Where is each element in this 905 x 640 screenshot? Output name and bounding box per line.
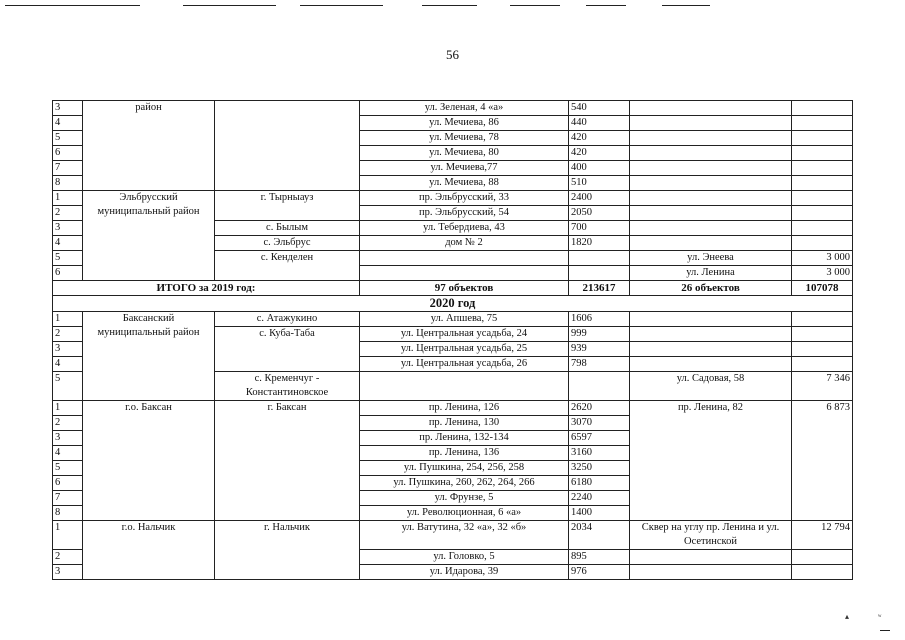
place-area-cell bbox=[792, 131, 853, 146]
place-cell: пр. Ленина, 82 bbox=[630, 401, 792, 521]
total-area: 213617 bbox=[569, 281, 630, 296]
place-cell bbox=[630, 131, 792, 146]
row-number: 5 bbox=[53, 131, 83, 146]
area-cell: 2620 bbox=[569, 401, 630, 416]
address-cell: ул. Фрунзе, 5 bbox=[360, 491, 569, 506]
place-cell bbox=[630, 327, 792, 342]
year-header-row bbox=[53, 296, 853, 312]
area-cell: 2400 bbox=[569, 191, 630, 206]
area-cell: 3250 bbox=[569, 461, 630, 476]
area-cell bbox=[569, 251, 630, 266]
settlement-cell bbox=[215, 101, 360, 191]
total-places-area: 107078 bbox=[792, 281, 853, 296]
row-number: 3 bbox=[53, 101, 83, 116]
place-area-cell bbox=[792, 146, 853, 161]
row-number: 3 bbox=[53, 221, 83, 236]
row-number: 4 bbox=[53, 116, 83, 131]
place-area-cell bbox=[792, 565, 853, 580]
place-area-cell bbox=[792, 550, 853, 565]
settlement-cell: г. Нальчик bbox=[215, 521, 360, 580]
row-number: 3 bbox=[53, 565, 83, 580]
address-cell: ул. Пушкина, 260, 262, 264, 266 bbox=[360, 476, 569, 491]
district-cell: г.о. Баксан bbox=[83, 401, 215, 521]
address-cell: ул. Идарова, 39 bbox=[360, 565, 569, 580]
place-area-cell bbox=[792, 327, 853, 342]
place-cell bbox=[630, 101, 792, 116]
objects-table bbox=[52, 100, 853, 580]
place-cell bbox=[630, 206, 792, 221]
row-number: 4 bbox=[53, 446, 83, 461]
table-row bbox=[53, 191, 853, 206]
address-cell: пр. Ленина, 130 bbox=[360, 416, 569, 431]
settlement-cell: г. Баксан bbox=[215, 401, 360, 521]
place-area-cell bbox=[792, 116, 853, 131]
row-number: 1 bbox=[53, 312, 83, 327]
header-rule bbox=[510, 5, 560, 6]
header-rule bbox=[662, 5, 710, 6]
place-cell bbox=[630, 550, 792, 565]
page-number: 56 bbox=[446, 47, 459, 62]
address-cell: ул. Центральная усадьба, 24 bbox=[360, 327, 569, 342]
district-cell: Баксанский муниципальный район bbox=[83, 312, 215, 401]
table-row bbox=[53, 101, 853, 116]
row-number: 2 bbox=[53, 206, 83, 221]
total-label: ИТОГО за 2019 год: bbox=[53, 281, 360, 296]
header-rule bbox=[586, 5, 626, 6]
table-row bbox=[53, 521, 853, 550]
row-number: 2 bbox=[53, 416, 83, 431]
settlement-cell: с. Эльбрус bbox=[215, 236, 360, 251]
scan-artifact: ▴ bbox=[845, 612, 850, 621]
total-places: 26 объектов bbox=[630, 281, 792, 296]
area-cell: 2240 bbox=[569, 491, 630, 506]
row-number: 4 bbox=[53, 357, 83, 372]
address-cell: ул. Мечиева, 78 bbox=[360, 131, 569, 146]
settlement-cell: с. Куба-Таба bbox=[215, 327, 360, 372]
row-number: 2 bbox=[53, 327, 83, 342]
row-number: 6 bbox=[53, 146, 83, 161]
place-area-cell bbox=[792, 342, 853, 357]
address-cell bbox=[360, 372, 569, 401]
area-cell: 2034 bbox=[569, 521, 630, 550]
area-cell: 420 bbox=[569, 146, 630, 161]
place-cell: ул. Энеева bbox=[630, 251, 792, 266]
address-cell: ул. Центральная усадьба, 25 bbox=[360, 342, 569, 357]
address-cell: ул. Тебердиева, 43 bbox=[360, 221, 569, 236]
address-cell: пр. Ленина, 126 bbox=[360, 401, 569, 416]
place-cell bbox=[630, 176, 792, 191]
row-number: 7 bbox=[53, 491, 83, 506]
place-area-cell: 12 794 bbox=[792, 521, 853, 550]
settlement-cell: г. Тырныауз bbox=[215, 191, 360, 221]
area-cell: 510 bbox=[569, 176, 630, 191]
address-cell: пр. Ленина, 136 bbox=[360, 446, 569, 461]
district-cell: г.о. Нальчик bbox=[83, 521, 215, 580]
address-cell: ул. Мечиева, 88 bbox=[360, 176, 569, 191]
row-number: 6 bbox=[53, 266, 83, 281]
place-area-cell: 6 873 bbox=[792, 401, 853, 521]
place-cell: ул. Садовая, 58 bbox=[630, 372, 792, 401]
area-cell: 1820 bbox=[569, 236, 630, 251]
place-area-cell bbox=[792, 357, 853, 372]
total-row bbox=[53, 281, 853, 296]
area-cell: 1606 bbox=[569, 312, 630, 327]
address-cell: ул. Центральная усадьба, 26 bbox=[360, 357, 569, 372]
row-number: 8 bbox=[53, 176, 83, 191]
place-cell bbox=[630, 357, 792, 372]
row-number: 1 bbox=[53, 401, 83, 416]
settlement-cell: с. Кременчуг - Константиновское bbox=[215, 372, 360, 401]
place-cell bbox=[630, 342, 792, 357]
area-cell: 6597 bbox=[569, 431, 630, 446]
area-cell: 6180 bbox=[569, 476, 630, 491]
place-cell bbox=[630, 191, 792, 206]
place-cell bbox=[630, 116, 792, 131]
place-area-cell bbox=[792, 206, 853, 221]
address-cell: ул. Апшева, 75 bbox=[360, 312, 569, 327]
place-cell bbox=[630, 236, 792, 251]
address-cell: ул. Мечиева,77 bbox=[360, 161, 569, 176]
district-cell: Эльбрусский муниципальный район bbox=[83, 191, 215, 281]
place-cell: Сквер на углу пр. Ленина и ул. Осетинской bbox=[630, 521, 792, 550]
place-area-cell bbox=[792, 236, 853, 251]
area-cell: 976 bbox=[569, 565, 630, 580]
area-cell: 420 bbox=[569, 131, 630, 146]
area-cell: 798 bbox=[569, 357, 630, 372]
year-header: 2020 год bbox=[53, 296, 853, 312]
row-number: 6 bbox=[53, 476, 83, 491]
area-cell: 895 bbox=[569, 550, 630, 565]
row-number: 3 bbox=[53, 431, 83, 446]
place-area-cell bbox=[792, 161, 853, 176]
total-objects: 97 объектов bbox=[360, 281, 569, 296]
place-area-cell: 3 000 bbox=[792, 266, 853, 281]
table-row bbox=[53, 401, 853, 416]
area-cell: 3070 bbox=[569, 416, 630, 431]
settlement-cell: с. Кенделен bbox=[215, 251, 360, 281]
place-area-cell bbox=[792, 312, 853, 327]
address-cell: ул. Головко, 5 bbox=[360, 550, 569, 565]
address-cell: ул. Зеленая, 4 «а» bbox=[360, 101, 569, 116]
row-number: 4 bbox=[53, 236, 83, 251]
row-number: 7 bbox=[53, 161, 83, 176]
place-cell bbox=[630, 312, 792, 327]
address-cell: пр. Эльбрусский, 54 bbox=[360, 206, 569, 221]
place-area-cell: 7 346 bbox=[792, 372, 853, 401]
area-cell: 939 bbox=[569, 342, 630, 357]
area-cell: 2050 bbox=[569, 206, 630, 221]
place-area-cell bbox=[792, 176, 853, 191]
place-cell: ул. Ленина bbox=[630, 266, 792, 281]
place-cell bbox=[630, 146, 792, 161]
scan-artifact bbox=[880, 630, 890, 631]
address-cell: ул. Революционная, 6 «а» bbox=[360, 506, 569, 521]
address-cell: ул. Мечиева, 86 bbox=[360, 116, 569, 131]
header-rule bbox=[300, 5, 383, 6]
header-rule bbox=[5, 5, 140, 6]
row-number: 8 bbox=[53, 506, 83, 521]
place-area-cell: 3 000 bbox=[792, 251, 853, 266]
district-cell: район bbox=[83, 101, 215, 191]
area-cell bbox=[569, 372, 630, 401]
place-area-cell bbox=[792, 101, 853, 116]
place-cell bbox=[630, 565, 792, 580]
address-cell: ул. Пушкина, 254, 256, 258 bbox=[360, 461, 569, 476]
area-cell: 1400 bbox=[569, 506, 630, 521]
row-number: 5 bbox=[53, 372, 83, 401]
row-number: 1 bbox=[53, 191, 83, 206]
address-cell: ул. Ватутина, 32 «а», 32 «б» bbox=[360, 521, 569, 550]
row-number: 3 bbox=[53, 342, 83, 357]
area-cell: 3160 bbox=[569, 446, 630, 461]
address-cell bbox=[360, 251, 569, 266]
area-cell: 400 bbox=[569, 161, 630, 176]
place-cell bbox=[630, 161, 792, 176]
area-cell: 540 bbox=[569, 101, 630, 116]
address-cell: ул. Мечиева, 80 bbox=[360, 146, 569, 161]
row-number: 5 bbox=[53, 461, 83, 476]
place-cell bbox=[630, 221, 792, 236]
address-cell: дом № 2 bbox=[360, 236, 569, 251]
table-row bbox=[53, 312, 853, 327]
area-cell: 700 bbox=[569, 221, 630, 236]
row-number: 5 bbox=[53, 251, 83, 266]
area-cell bbox=[569, 266, 630, 281]
address-cell bbox=[360, 266, 569, 281]
place-area-cell bbox=[792, 191, 853, 206]
settlement-cell: с. Былым bbox=[215, 221, 360, 236]
place-area-cell bbox=[792, 221, 853, 236]
row-number: 2 bbox=[53, 550, 83, 565]
area-cell: 999 bbox=[569, 327, 630, 342]
address-cell: пр. Ленина, 132-134 bbox=[360, 431, 569, 446]
header-rule bbox=[183, 5, 276, 6]
scan-artifact: ʷ bbox=[878, 612, 882, 621]
settlement-cell: с. Атажукино bbox=[215, 312, 360, 327]
row-number: 1 bbox=[53, 521, 83, 550]
area-cell: 440 bbox=[569, 116, 630, 131]
address-cell: пр. Эльбрусский, 33 bbox=[360, 191, 569, 206]
header-rule bbox=[422, 5, 477, 6]
